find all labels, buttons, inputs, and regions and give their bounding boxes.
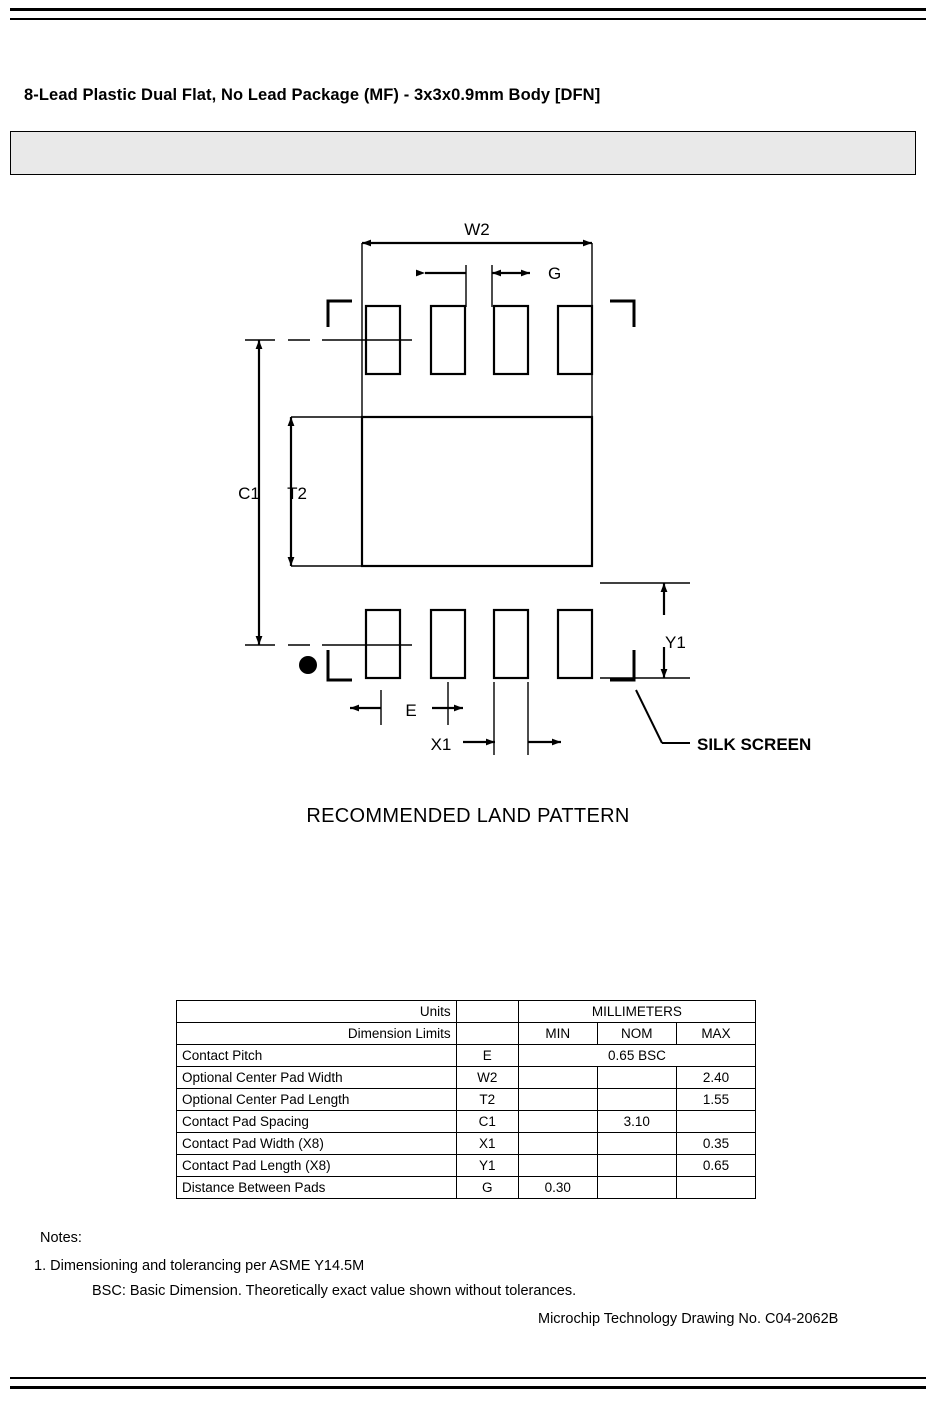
table-row: [177, 1155, 756, 1177]
land-pattern-drawing: [0, 195, 936, 855]
pin-one-indicator: [299, 656, 317, 674]
row-symbol: X1: [456, 1133, 518, 1155]
table-row: [177, 1045, 756, 1067]
row-span-value: 0.65 BSC: [518, 1045, 755, 1067]
label-x1: X1: [430, 735, 452, 754]
row-label: Distance Between Pads: [177, 1177, 457, 1199]
table-row: [177, 1001, 756, 1023]
table-row: [177, 1177, 756, 1199]
row-nom: [597, 1067, 676, 1089]
table-row: [177, 1133, 756, 1155]
row-symbol: C1: [456, 1111, 518, 1133]
page-rule-top: [10, 8, 926, 20]
label-t2: T2: [287, 484, 307, 503]
row-min: [518, 1111, 597, 1133]
label-c1: C1: [238, 484, 260, 503]
row-label: Contact Pitch: [177, 1045, 457, 1067]
table-row: [177, 1111, 756, 1133]
row-nom: [597, 1089, 676, 1111]
row-min: [518, 1155, 597, 1177]
table-row: [177, 1023, 756, 1045]
note-bsc: BSC: Basic Dimension. Theoretically exact value shown without tolerances.: [92, 1283, 577, 1299]
row-min: 0.30: [518, 1177, 597, 1199]
row-symbol: E: [456, 1045, 518, 1067]
row-min: [518, 1089, 597, 1111]
row-label: Contact Pad Length (X8): [177, 1155, 457, 1177]
notes-label: Notes:: [40, 1230, 82, 1246]
row-min: [518, 1067, 597, 1089]
dimension-table: [176, 1000, 756, 1199]
row-symbol: W2: [456, 1067, 518, 1089]
row-nom: 3.10: [597, 1111, 676, 1133]
row-label: Contact Pad Spacing: [177, 1111, 457, 1133]
label-silk-screen: SILK SCREEN: [697, 735, 812, 754]
drawing-number: Microchip Technology Drawing No. C04-2062B: [538, 1311, 839, 1327]
row-max: 0.65: [676, 1155, 755, 1177]
dimension-limits-label: Dimension Limits: [177, 1023, 457, 1045]
row-max: 1.55: [676, 1089, 755, 1111]
row-max: 2.40: [676, 1067, 755, 1089]
row-max: [676, 1111, 755, 1133]
row-min: [518, 1133, 597, 1155]
label-y1: Y1: [665, 633, 686, 652]
units-label: Units: [177, 1001, 457, 1023]
row-nom: [597, 1155, 676, 1177]
row-label: Optional Center Pad Length: [177, 1089, 457, 1111]
row-max: 0.35: [676, 1133, 755, 1155]
note-item-1: 1. Dimensioning and tolerancing per ASME Y14.5M: [34, 1258, 365, 1274]
row-symbol: G: [456, 1177, 518, 1199]
row-nom: [597, 1133, 676, 1155]
row-symbol: Y1: [456, 1155, 518, 1177]
limits-symbol-blank: [456, 1023, 518, 1045]
units-symbol-blank: [456, 1001, 518, 1023]
col-min: MIN: [518, 1023, 597, 1045]
table-row: [177, 1089, 756, 1111]
page-title: 8-Lead Plastic Dual Flat, No Lead Package (MF) - 3x3x0.9mm Body [DFN]: [24, 86, 601, 104]
col-nom: NOM: [597, 1023, 676, 1045]
row-nom: [597, 1177, 676, 1199]
row-symbol: T2: [456, 1089, 518, 1111]
units-value: MILLIMETERS: [518, 1001, 755, 1023]
drawing-caption: RECOMMENDED LAND PATTERN: [306, 805, 630, 827]
label-g: G: [548, 264, 562, 283]
col-max: MAX: [676, 1023, 755, 1045]
page-rule-bottom: [10, 1377, 926, 1389]
row-label: Optional Center Pad Width: [177, 1067, 457, 1089]
row-label: Contact Pad Width (X8): [177, 1133, 457, 1155]
label-e: E: [405, 701, 417, 720]
row-max: [676, 1177, 755, 1199]
table-row: [177, 1067, 756, 1089]
label-w2: W2: [464, 220, 490, 239]
note-box: [10, 131, 916, 175]
